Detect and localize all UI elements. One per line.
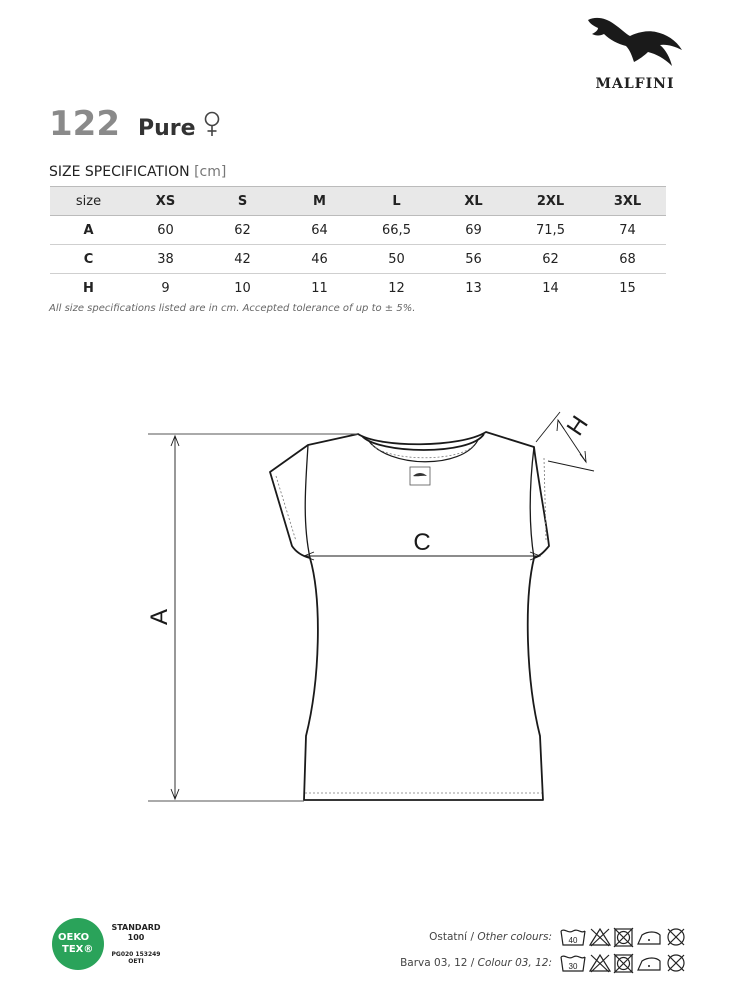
tshirt-diagram (120, 400, 620, 820)
care-label-en: Other colours: (477, 931, 552, 943)
no-bleach-icon (590, 955, 610, 972)
tolerance-note: All size specifications listed are in cm. Accepted tolerance of up to ± 5%. (49, 303, 416, 314)
table-cell: 62 (204, 216, 281, 245)
product-title (49, 104, 196, 144)
model-number: 122 (49, 104, 120, 144)
eagle-icon (586, 14, 684, 74)
table-cell: 56 (435, 245, 512, 274)
no-tumble-dry-icon (614, 954, 633, 973)
table-row (50, 216, 666, 245)
table-cell: 66,5 (358, 216, 435, 245)
table-cell: 13 (465, 280, 482, 296)
care-label-en: Colour 03, 12: (477, 957, 552, 969)
table-cell: A (50, 216, 127, 245)
no-dry-clean-icon (668, 929, 684, 945)
size-table (50, 186, 666, 302)
spec-heading (49, 164, 226, 180)
tshirt-outline (270, 432, 549, 800)
header-cell: XS (127, 187, 204, 216)
table-cell: 38 (127, 245, 204, 274)
measure-a (148, 434, 358, 801)
table-cell: 11 (311, 280, 328, 296)
table-cell: H (83, 280, 94, 296)
care-label-other (429, 931, 552, 943)
oeko-tex-name-2: TEX® (62, 944, 94, 955)
table-cell: 68 (589, 245, 666, 274)
table-cell: 71,5 (512, 216, 589, 245)
wash-temp: 30 (568, 962, 578, 971)
brand-name: MALFINI (595, 76, 675, 92)
spec-unit: [cm] (194, 164, 227, 180)
table-cell: 42 (204, 245, 281, 274)
no-bleach-icon (590, 929, 610, 946)
wash-tub-icon (561, 930, 585, 945)
table-cell: 62 (512, 245, 589, 274)
certificate-institute: OETI (128, 958, 144, 965)
certificate-info (108, 951, 164, 965)
no-dry-clean-icon (668, 955, 684, 971)
iron-low-icon (638, 958, 660, 970)
wash-tub-icon (561, 956, 585, 971)
standard-number: 100 (127, 933, 145, 942)
table-cell: 14 (542, 280, 559, 296)
care-label-cz: Barva 03, 12 / (400, 957, 478, 969)
standard-text: STANDARD (111, 923, 161, 932)
care-icons-row (560, 926, 692, 948)
table-cell: 60 (127, 216, 204, 245)
table-cell: 10 (234, 280, 251, 296)
header-cell: L (358, 187, 435, 216)
table-cell: 74 (589, 216, 666, 245)
header-cell: S (204, 187, 281, 216)
spec-title: SIZE SPECIFICATION (49, 164, 190, 180)
iron-low-icon (638, 932, 660, 944)
header-cell: size (50, 187, 127, 216)
table-row (50, 274, 666, 303)
table-cell: 12 (388, 280, 405, 296)
neck-label-icon (410, 467, 430, 485)
table-cell: 50 (358, 245, 435, 274)
header-cell: XL (435, 187, 512, 216)
table-cell: 15 (619, 280, 636, 296)
label-h: H (561, 411, 594, 441)
label-a: A (146, 608, 173, 626)
product-name: Pure (137, 116, 196, 141)
care-label-cz: Ostatní / (429, 931, 478, 943)
oeko-tex-name: OEKO (58, 932, 90, 943)
table-cell: C (50, 245, 127, 274)
female-symbol-icon (200, 110, 224, 138)
table-cell: 9 (161, 280, 170, 296)
certificate-code: PG020 153249 (111, 951, 161, 958)
table-row (50, 245, 666, 274)
header-cell: 2XL (512, 187, 589, 216)
label-c: C (413, 529, 431, 556)
wash-temp: 40 (568, 936, 578, 945)
header-cell: 3XL (589, 187, 666, 216)
table-cell: 46 (281, 245, 358, 274)
brand-logo (580, 14, 690, 94)
no-tumble-dry-icon (614, 928, 633, 947)
table-cell: 69 (435, 216, 512, 245)
table-cell: 64 (281, 216, 358, 245)
standard-label (108, 923, 164, 943)
size-table-header-row (50, 187, 666, 216)
tshirt-stitching (276, 445, 546, 793)
header-cell: M (281, 187, 358, 216)
care-label-colour (400, 957, 552, 969)
care-icons-row (560, 952, 692, 974)
oeko-tex-logo (52, 918, 104, 970)
